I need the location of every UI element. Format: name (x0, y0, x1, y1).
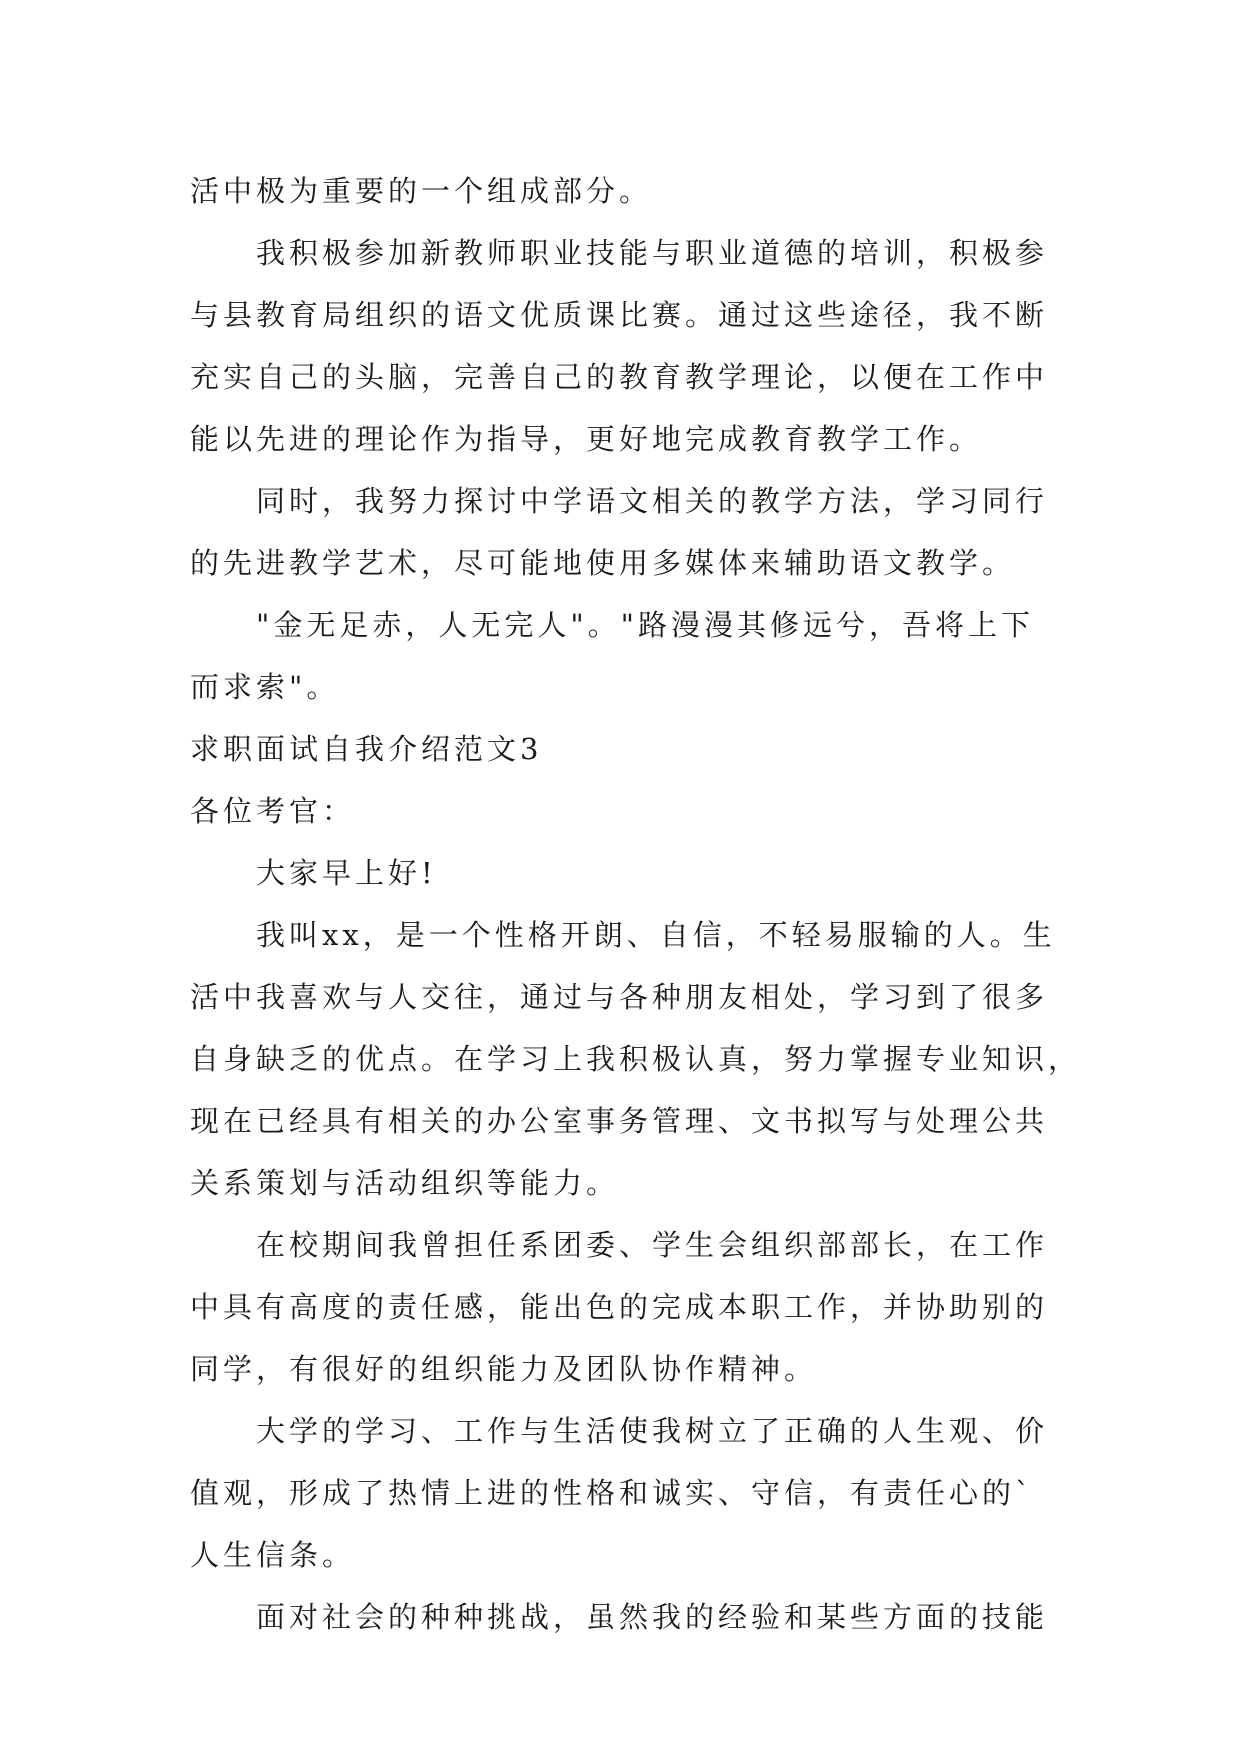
salutation: 各位考官： (190, 794, 356, 828)
text-line: 关系策划与活动组织等能力。 (190, 1166, 620, 1200)
section-heading: 求职面试自我介绍范文3 (190, 732, 543, 766)
paragraph-line: 同时，我努力探讨中学语文相关的教学方法，学习同行 (256, 484, 1049, 518)
paragraph-line: 我叫xx，是一个性格开朗、自信，不轻易服输的人。生 (256, 918, 1056, 952)
document-body (190, 160, 1082, 1648)
text-line: 中具有高度的责任感，能出色的完成本职工作，并协助别的 (190, 1290, 1049, 1324)
text-line: 能以先进的理论作为指导，更好地完成教育教学工作。 (190, 422, 983, 456)
text-line: 与县教育局组织的语文优质课比赛。通过这些途径，我不断 (190, 298, 1049, 332)
greeting-line: 大家早上好! (256, 856, 437, 890)
text-line: 而求索"。 (190, 670, 340, 704)
text-line: 充实自己的头脑，完善自己的教育教学理论，以便在工作中 (190, 360, 1049, 394)
paragraph-line: 在校期间我曾担任系团委、学生会组织部部长，在工作 (256, 1228, 1049, 1262)
text-line: 的先进教学艺术，尽可能地使用多媒体来辅助语文教学。 (190, 546, 1016, 580)
text-line: 人生信条。 (190, 1538, 356, 1572)
text-line: 现在已经具有相关的办公室事务管理、文书拟写与处理公共 (190, 1104, 1049, 1138)
text-line: 自身缺乏的优点。在学习上我积极认真，努力掌握专业知识， (190, 1042, 1082, 1076)
text-line: 活中我喜欢与人交往，通过与各种朋友相处，学习到了很多 (190, 980, 1049, 1014)
text-line: 同学，有很好的组织能力及团队协作精神。 (190, 1352, 818, 1386)
paragraph-line: 大学的学习、工作与生活使我树立了正确的人生观、价 (256, 1414, 1049, 1448)
paragraph-line: "金无足赤，人无完人"。"路漫漫其修远兮，吾将上下 (256, 608, 1035, 642)
text-line: 值观，形成了热情上进的性格和诚实、守信，有责任心的` (190, 1476, 1034, 1510)
paragraph-line: 面对社会的种种挑战，虽然我的经验和某些方面的技能 (256, 1600, 1049, 1634)
text-line: 活中极为重要的一个组成部分。 (190, 174, 653, 208)
paragraph-line: 我积极参加新教师职业技能与职业道德的培训，积极参 (256, 236, 1049, 270)
